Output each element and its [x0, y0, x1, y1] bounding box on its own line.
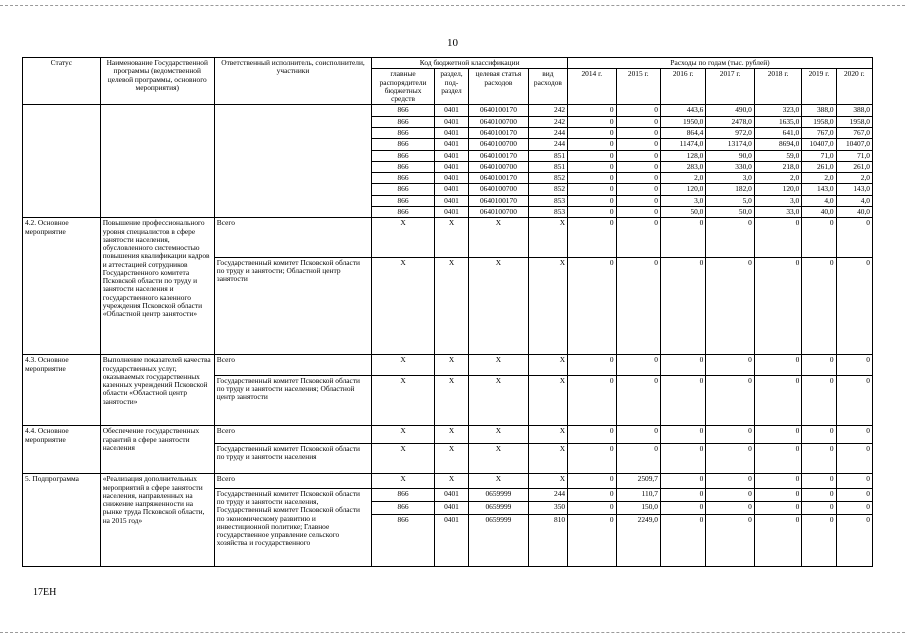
cell-vr: 851: [528, 161, 567, 172]
cell-y2017: 0: [706, 355, 754, 375]
cell-y2014: 0: [568, 257, 616, 355]
cell-rzpr: 0401: [434, 195, 468, 206]
cell-rzpr: 0401: [435, 514, 468, 527]
cell-y2014: 0: [568, 173, 616, 184]
cell-y2016: 0: [660, 443, 705, 473]
cell-vr: 350: [529, 501, 567, 514]
cell-vr: 852: [528, 173, 567, 184]
cell-y2019: 10407,0: [802, 139, 836, 150]
cell-y2018-stack: [754, 488, 801, 566]
cell-rzpr: 0401: [434, 150, 468, 161]
table-body: [23, 105, 873, 567]
cell-vr: 810: [529, 514, 567, 527]
cell-y2017: 490,0: [706, 105, 754, 116]
cell-vr: X: [528, 375, 567, 426]
cell-y2015-stack: [616, 488, 660, 566]
cell-y2020: 388,0: [836, 105, 872, 116]
budget-code-header: Код бюджетной классификации: [372, 58, 568, 69]
cell-y2020: 767,0: [836, 127, 872, 138]
cell-y2014: 0: [568, 474, 616, 489]
cell-grbs: X: [372, 375, 435, 426]
cell-y2020: 71,0: [836, 150, 872, 161]
cell-vr: 242: [528, 116, 567, 127]
cell-rzpr: 0401: [434, 161, 468, 172]
cell-csr: X: [469, 426, 529, 444]
cell-y2015: 0: [616, 150, 660, 161]
section-total-row: [23, 474, 873, 489]
cell-y2017: 0: [706, 375, 754, 426]
cell-y2017: 0: [706, 426, 754, 444]
cell-y2015: 150,0: [617, 501, 660, 514]
cell-rzpr: X: [434, 375, 468, 426]
cell-rzpr: 0401: [434, 127, 468, 138]
table-row: [23, 105, 873, 116]
cell-grbs: 866: [372, 127, 435, 138]
cell-grbs: X: [372, 474, 435, 489]
cell-csr: 0659999: [485, 488, 512, 498]
cell-y2015: 0: [616, 206, 660, 217]
cell-y2020: 0: [836, 218, 872, 258]
section-executor: Государственный комитет Псковской области по труду и занятости населения; Областной центр занятости: [214, 375, 371, 426]
cell-y2014: 0: [568, 355, 616, 375]
cell-csr: 0640100700: [469, 184, 529, 195]
cell-y2015: 0: [616, 218, 660, 258]
cell-csr: 0640100170: [469, 150, 529, 161]
cell-vr: 852: [528, 184, 567, 195]
cell-y2018: 59,0: [754, 150, 801, 161]
section-status: 4.3. Основное мероприятие: [23, 355, 101, 426]
col-executor-header: Ответственный исполнитель, соисполнители, участники: [214, 58, 371, 105]
cell-y2019: 0: [802, 355, 836, 375]
cell-csr: 0640100700: [469, 206, 529, 217]
cell-executor-empty: [214, 105, 371, 218]
cell-y2017: 0: [706, 474, 754, 489]
cell-name-empty: [100, 105, 214, 218]
section-status: 4.4. Основное мероприятие: [23, 426, 101, 474]
cell-grbs: 866: [372, 184, 435, 195]
cell-grbs: X: [372, 426, 435, 444]
cell-rzpr: X: [434, 474, 468, 489]
cell-y2020: 4,0: [836, 195, 872, 206]
cell-y2017: 0: [706, 218, 754, 258]
cell-y2020: 10407,0: [836, 139, 872, 150]
section-executor: Государственный комитет Псковской области по труду и занятости населения: [214, 443, 371, 473]
cell-csr: 0659999: [469, 514, 528, 527]
cell-y2020: 1958,0: [836, 116, 872, 127]
section-total-row: [23, 355, 873, 375]
cell-y2017: 2478,0: [706, 116, 754, 127]
cell-y2014: 0: [568, 150, 616, 161]
cell-y2016: 0: [661, 514, 705, 527]
cell-grbs: X: [372, 257, 435, 355]
cell-y2018: 218,0: [754, 161, 801, 172]
cell-y2016: 0: [660, 355, 705, 375]
col-status-header: Статус: [23, 58, 101, 105]
cell-y2016: 0: [660, 426, 705, 444]
cell-y2015: 0: [616, 173, 660, 184]
cell-y2014: 0: [568, 206, 616, 217]
cell-vr: 853: [528, 195, 567, 206]
col-year-2017: 2017 г.: [706, 69, 754, 105]
section-name: «Реализация дополнительных мероприятий в сфере занятости населения, направленных на снижение напряженности на рынке труда Псковской области, на 2015 год»: [100, 474, 214, 567]
cell-y2018: 0: [754, 443, 801, 473]
section-status: 4.2. Основное мероприятие: [23, 218, 101, 355]
cell-y2014: 0: [568, 127, 616, 138]
cell-y2016: 0: [660, 375, 705, 426]
section-total-row: [23, 218, 873, 258]
cell-y2017: 0: [748, 488, 752, 498]
cell-y2019: 261,0: [802, 161, 836, 172]
cell-vr: X: [528, 426, 567, 444]
cell-y2019: 2,0: [802, 173, 836, 184]
cell-y2019: 4,0: [802, 195, 836, 206]
cell-y2016: 283,0: [660, 161, 705, 172]
cell-rzpr: 0401: [434, 105, 468, 116]
cell-rzpr: X: [434, 218, 468, 258]
cell-y2016: 3,0: [660, 195, 705, 206]
cell-csr: X: [469, 443, 529, 473]
cell-y2019: 0: [802, 375, 836, 426]
cell-y2015: 0: [616, 257, 660, 355]
col-year-2014: 2014 г.: [568, 69, 616, 105]
cell-y2015: 2249,0: [617, 514, 660, 527]
cell-y2015: 0: [616, 426, 660, 444]
cell-y2018: 0: [754, 257, 801, 355]
cell-y2016: 0: [661, 501, 705, 514]
cell-y2018: 0: [754, 218, 801, 258]
cell-y2019: 0: [829, 488, 834, 498]
col-rzpr-header: раздел, под-раздел: [434, 69, 468, 105]
cell-vr: 244: [528, 127, 567, 138]
cell-y2016: 0: [660, 474, 705, 489]
col-year-2016: 2016 г.: [660, 69, 705, 105]
cell-csr: 0640100700: [469, 116, 529, 127]
page-number: 10: [447, 37, 458, 49]
cell-grbs: 866: [372, 501, 434, 514]
cell-y2019: 0: [802, 443, 836, 473]
cell-y2019: 0: [802, 501, 835, 514]
cell-y2015: 2509,7: [616, 474, 660, 489]
cell-status-empty: [23, 105, 101, 218]
cell-csr: 0640100170: [469, 105, 529, 116]
budget-table: [22, 57, 873, 567]
cell-y2017: 50,0: [706, 206, 754, 217]
cell-y2020: 0: [836, 257, 872, 355]
col-csr-header: целевая статья расходов: [469, 69, 529, 105]
cell-y2018: 323,0: [754, 105, 801, 116]
cell-y2020: 40,0: [836, 206, 872, 217]
cell-y2014: 0: [609, 488, 614, 498]
cell-y2019: 0: [802, 474, 836, 489]
cell-grbs: X: [372, 443, 435, 473]
cell-y2020-stack: [836, 488, 872, 566]
cell-rzpr: 0401: [434, 184, 468, 195]
cell-y2020: 0: [836, 426, 872, 444]
cell-y2016: 443,6: [660, 105, 705, 116]
cell-y2018: 120,0: [754, 184, 801, 195]
cell-y2017: 90,0: [706, 150, 754, 161]
cell-y2020: 0: [836, 443, 872, 473]
cell-grbs: 866: [397, 488, 409, 498]
total-label: Всего: [214, 474, 371, 489]
cell-y2019: 1958,0: [802, 116, 836, 127]
cell-y2017: 13174,0: [706, 139, 754, 150]
cell-y2016: 1950,0: [660, 116, 705, 127]
cell-csr: X: [469, 218, 529, 258]
cell-y2015: 0: [616, 139, 660, 150]
cell-vr: X: [528, 355, 567, 375]
cell-grbs: 866: [372, 206, 435, 217]
col-vr-header: вид расходов: [528, 69, 567, 105]
cell-y2015: 0: [616, 127, 660, 138]
cell-y2017-stack: [706, 488, 754, 566]
cell-y2018: 641,0: [754, 127, 801, 138]
cell-y2016: 11474,0: [660, 139, 705, 150]
expenses-header: Расходы по годам (тыс. рублей): [568, 58, 873, 69]
total-label: Всего: [214, 426, 371, 444]
cell-y2015: 0: [616, 184, 660, 195]
total-label: Всего: [214, 218, 371, 258]
cell-rzpr: 0401: [434, 139, 468, 150]
cell-y2019: 40,0: [802, 206, 836, 217]
cell-y2016: 0: [660, 257, 705, 355]
cell-y2018: 33,0: [754, 206, 801, 217]
cell-grbs: 866: [372, 173, 435, 184]
cell-y2017: 330,0: [706, 161, 754, 172]
cell-y2019: 143,0: [802, 184, 836, 195]
cell-y2014: 0: [568, 161, 616, 172]
cell-rzpr: 0401: [434, 206, 468, 217]
cell-grbs: X: [372, 355, 435, 375]
cell-grbs: 866: [372, 195, 435, 206]
cell-y2018: 1635,0: [754, 116, 801, 127]
cell-rzpr: X: [434, 443, 468, 473]
cell-y2015: 0: [616, 105, 660, 116]
cell-y2017: 0: [706, 443, 754, 473]
cell-rzpr: 0401: [434, 173, 468, 184]
cell-csr-stack: [469, 488, 529, 566]
cell-csr: X: [469, 355, 529, 375]
cell-y2020: 0: [836, 375, 872, 426]
cell-y2014: 0: [568, 139, 616, 150]
cell-rzpr: X: [434, 426, 468, 444]
cell-y2020: 2,0: [836, 173, 872, 184]
cell-y2019: 71,0: [802, 150, 836, 161]
cell-y2014: 0: [568, 375, 616, 426]
cell-y2017: 182,0: [706, 184, 754, 195]
cell-y2020: 0: [836, 474, 872, 489]
cell-vr: X: [528, 218, 567, 258]
cell-vr-stack: [528, 488, 567, 566]
cell-y2014: 0: [568, 426, 616, 444]
cell-grbs: 866: [372, 139, 435, 150]
total-label: Всего: [214, 355, 371, 375]
cell-y2019: 0: [802, 218, 836, 258]
section-name: Повышение профессионального уровня специалистов в сфере занятости населения, обусловленного системностью повышения квалификации кадров и аттестацией сотрудников Государственного комитета Псковской области по труду и занятости населения и государственного казенного учреждения Псковской области «Областной центр занятости»: [100, 218, 214, 355]
cell-rzpr: 0401: [435, 501, 468, 514]
cell-y2014-stack: [568, 488, 616, 566]
cell-vr: 853: [528, 206, 567, 217]
cell-y2019: 0: [802, 257, 836, 355]
cell-y2014: 0: [568, 184, 616, 195]
cell-csr: 0640100700: [469, 161, 529, 172]
cell-y2015: 0: [616, 116, 660, 127]
cell-csr: 0659999: [469, 501, 528, 514]
cell-y2014: 0: [568, 195, 616, 206]
section-status: 5. Подпрограмма: [23, 474, 101, 567]
footer-code: 17ЕН: [33, 587, 57, 598]
cell-y2016: 0: [699, 488, 704, 498]
cell-rzpr: 0401: [434, 116, 468, 127]
cell-vr: X: [528, 443, 567, 473]
cell-y2016: 128,0: [660, 150, 705, 161]
cell-y2019: 0: [802, 426, 836, 444]
cell-y2019: 388,0: [802, 105, 836, 116]
cell-y2014: 0: [568, 116, 616, 127]
scan-edge-top: [0, 5, 905, 6]
cell-csr: 0640100170: [469, 173, 529, 184]
cell-y2017: 0: [706, 501, 753, 514]
section-name: Обеспечение государственных гарантий в сфере занятости населения: [100, 426, 214, 474]
cell-y2016: 864,4: [660, 127, 705, 138]
cell-grbs: X: [372, 218, 435, 258]
cell-y2018: 0: [754, 426, 801, 444]
scan-edge-bottom: [0, 632, 905, 633]
cell-grbs: 866: [372, 150, 435, 161]
cell-y2015: 0: [616, 443, 660, 473]
section-executor: Государственный комитет Псковской области по труду и занятости; Областной центр занятости: [214, 257, 371, 355]
cell-y2018: 0: [795, 488, 800, 498]
cell-rzpr: X: [434, 355, 468, 375]
cell-grbs: 866: [372, 105, 435, 116]
cell-csr: 0640100700: [469, 139, 529, 150]
cell-y2014: 0: [568, 218, 616, 258]
cell-y2018: 0: [754, 474, 801, 489]
cell-vr: 244: [554, 488, 566, 498]
cell-y2015: 0: [616, 195, 660, 206]
cell-grbs: 866: [372, 161, 435, 172]
cell-rzpr: 0401: [444, 488, 459, 498]
cell-y2018: 0: [755, 514, 801, 527]
cell-y2017: 0: [706, 514, 753, 527]
cell-y2016: 2,0: [660, 173, 705, 184]
cell-rzpr-stack: [434, 488, 468, 566]
cell-y2017: 3,0: [706, 173, 754, 184]
cell-vr: 244: [528, 139, 567, 150]
cell-y2016-stack: [660, 488, 705, 566]
section-total-row: [23, 426, 873, 444]
cell-csr: X: [469, 474, 529, 489]
cell-y2018: 0: [754, 355, 801, 375]
cell-y2015: 0: [616, 161, 660, 172]
cell-y2018: 0: [754, 375, 801, 426]
header-row-1: [23, 58, 873, 69]
cell-y2019: 0: [802, 514, 835, 527]
cell-y2020: 0: [837, 514, 872, 527]
cell-y2015: 0: [616, 355, 660, 375]
cell-csr: 0640100170: [469, 127, 529, 138]
cell-y2020: 143,0: [836, 184, 872, 195]
cell-y2018: 8694,0: [754, 139, 801, 150]
cell-y2020: 0: [866, 488, 870, 498]
cell-vr: 851: [528, 150, 567, 161]
cell-y2014: 0: [568, 501, 615, 514]
cell-y2014: 0: [568, 443, 616, 473]
col-grbs-header: главные распорядители бюджетных средств: [372, 69, 435, 105]
cell-vr: X: [528, 257, 567, 355]
cell-grbs: 866: [372, 514, 434, 527]
cell-y2017: 5,0: [706, 195, 754, 206]
col-year-2019: 2019 г.: [802, 69, 836, 105]
cell-y2016: 120,0: [660, 184, 705, 195]
cell-grbs: 866: [372, 116, 435, 127]
cell-csr: 0640100170: [469, 195, 529, 206]
cell-rzpr: X: [434, 257, 468, 355]
cell-y2020: 0: [837, 501, 872, 514]
cell-y2020: 0: [836, 355, 872, 375]
cell-y2019-stack: [802, 488, 836, 566]
cell-y2016: 50,0: [660, 206, 705, 217]
section-executor: Государственный комитет Псковской области по труду и занятости населения, Государственный комитет Псковской области по экономическому развитию и инвестиционной политике; Главное государственное управление сельского хозяйства и государственного: [214, 488, 371, 566]
cell-csr: X: [469, 375, 529, 426]
section-name: Выполнение показателей качества государственных услуг, оказываемых государственных казенных учреждений Псковской области «Областной центр занятости»: [100, 355, 214, 426]
cell-y2017: 972,0: [706, 127, 754, 138]
cell-y2014: 0: [568, 105, 616, 116]
cell-grbs-stack: [372, 488, 435, 566]
cell-vr: 242: [528, 105, 567, 116]
cell-y2015: 110,7: [641, 488, 658, 498]
cell-vr: X: [528, 474, 567, 489]
col-year-2020: 2020 г.: [836, 69, 872, 105]
cell-csr: X: [469, 257, 529, 355]
cell-y2015: 0: [616, 375, 660, 426]
cell-y2017: 0: [706, 257, 754, 355]
cell-y2016: 0: [660, 218, 705, 258]
cell-y2019: 767,0: [802, 127, 836, 138]
cell-y2014: 0: [568, 514, 615, 527]
col-year-2015: 2015 г.: [616, 69, 660, 105]
cell-y2018: 0: [755, 501, 801, 514]
col-year-2018: 2018 г.: [754, 69, 801, 105]
cell-y2020: 261,0: [836, 161, 872, 172]
cell-y2018: 3,0: [754, 195, 801, 206]
col-name-header: Наименование Государственной программы (ведомственной целевой программы, основного мероприятия): [100, 58, 214, 105]
cell-y2018: 2,0: [754, 173, 801, 184]
